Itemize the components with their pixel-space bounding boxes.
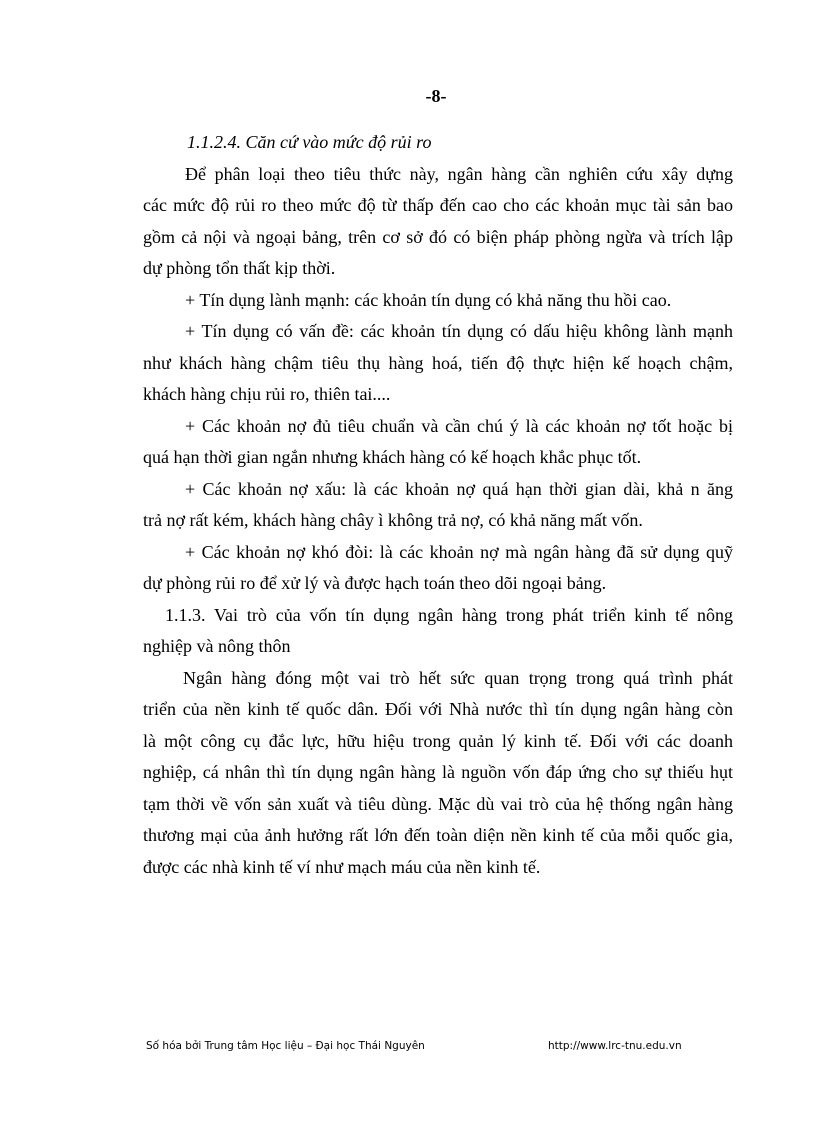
paragraph-line: nghiệp, cá nhân thì tín dụng ngân hàng là nguồn vốn đáp ứng cho sự thiếu hụt xyxy=(143,762,733,782)
list-item-problem-credit: + Tín dụng có vấn đề: các khoản tín dụng có dấu hiệu không lành mạnh xyxy=(185,321,733,341)
list-item-line: khách hàng chịu rủi ro, thiên tai.... xyxy=(143,384,391,404)
section-heading-1-1-2-4: 1.1.2.4. Căn cứ vào mức độ rủi ro xyxy=(187,132,432,152)
section-heading-1-1-3: 1.1.3. Vai trò của vốn tín dụng ngân hàng trong phát triển kinh tế nông xyxy=(165,604,733,625)
paragraph-line: Ngân hàng đóng một vai trò hết sức quan trọng trong quá trình phát xyxy=(183,667,733,688)
list-item-healthy-credit: + Tín dụng lành mạnh: các khoản tín dụng có khả năng thu hồi cao. xyxy=(185,289,672,310)
paragraph-line: là một công cụ đắc lực, hữu hiệu trong quản lý kinh tế. Đối với các doanh xyxy=(143,730,733,751)
paragraph-line: triển của nền kinh tế quốc dân. Đối với Nhà nước thì tín dụng ngân hàng còn xyxy=(143,699,733,719)
paragraph-line: Để phân loại theo tiêu thức này, ngân hàng cần nghiên cứu xây dựng xyxy=(185,163,733,184)
paragraph-line: tạm thời về vốn sản xuất và tiêu dùng. Mặc dù vai trò của hệ thống ngân hàng xyxy=(143,793,733,814)
list-item-line: quá hạn thời gian ngắn nhưng khách hàng có kế hoạch khắc phục tốt. xyxy=(143,447,642,467)
paragraph-line: dự phòng tổn thất kịp thời. xyxy=(143,258,336,278)
paragraph-line: gồm cả nội và ngoại bảng, trên cơ sở đó có biện pháp phòng ngừa và trích lập xyxy=(143,226,733,247)
list-item-line: trả nợ rất kém, khách hàng chây ì không trả nợ, có khả năng mất vốn. xyxy=(143,510,643,530)
section-heading-line: nghiệp và nông thôn xyxy=(143,636,291,656)
list-item-bad-debt: + Các khoản nợ xấu: là các khoản nợ quá hạn thời gian dài, khả n ăng xyxy=(185,478,733,499)
list-item-doubtful-debt: + Các khoản nợ khó đòi: là các khoản nợ mà ngân hàng đã sử dụng quỹ xyxy=(185,541,733,562)
paragraph-line: các mức độ rủi ro theo mức độ từ thấp đến cao cho các khoản mục tài sản bao xyxy=(143,195,733,215)
footer-url: http://www.lrc-tnu.edu.vn xyxy=(548,1040,682,1052)
list-item-line: như khách hàng chậm tiêu thụ hàng hoá, tiến độ thực hiện kế hoạch chậm, xyxy=(143,352,733,373)
page-number: -8- xyxy=(425,86,447,106)
list-item-line: dự phòng rủi ro để xử lý và được hạch toán theo dõi ngoại bảng. xyxy=(143,573,607,593)
page-body xyxy=(143,127,733,883)
list-item-standard-debt: + Các khoản nợ đủ tiêu chuẩn và cần chú ý là các khoản nợ tốt hoặc bị xyxy=(185,415,733,436)
page-footer xyxy=(146,1040,696,1058)
paragraph-line: được các nhà kinh tế ví như mạch máu của nền kinh tế. xyxy=(143,856,541,877)
paragraph-line: thương mại của ảnh hưởng rất lớn đến toàn diện nền kinh tế của mỗi quốc gia, xyxy=(143,825,733,845)
footer-source-text: Số hóa bởi Trung tâm Học liệu – Đại học Thái Nguyên xyxy=(146,1040,425,1052)
